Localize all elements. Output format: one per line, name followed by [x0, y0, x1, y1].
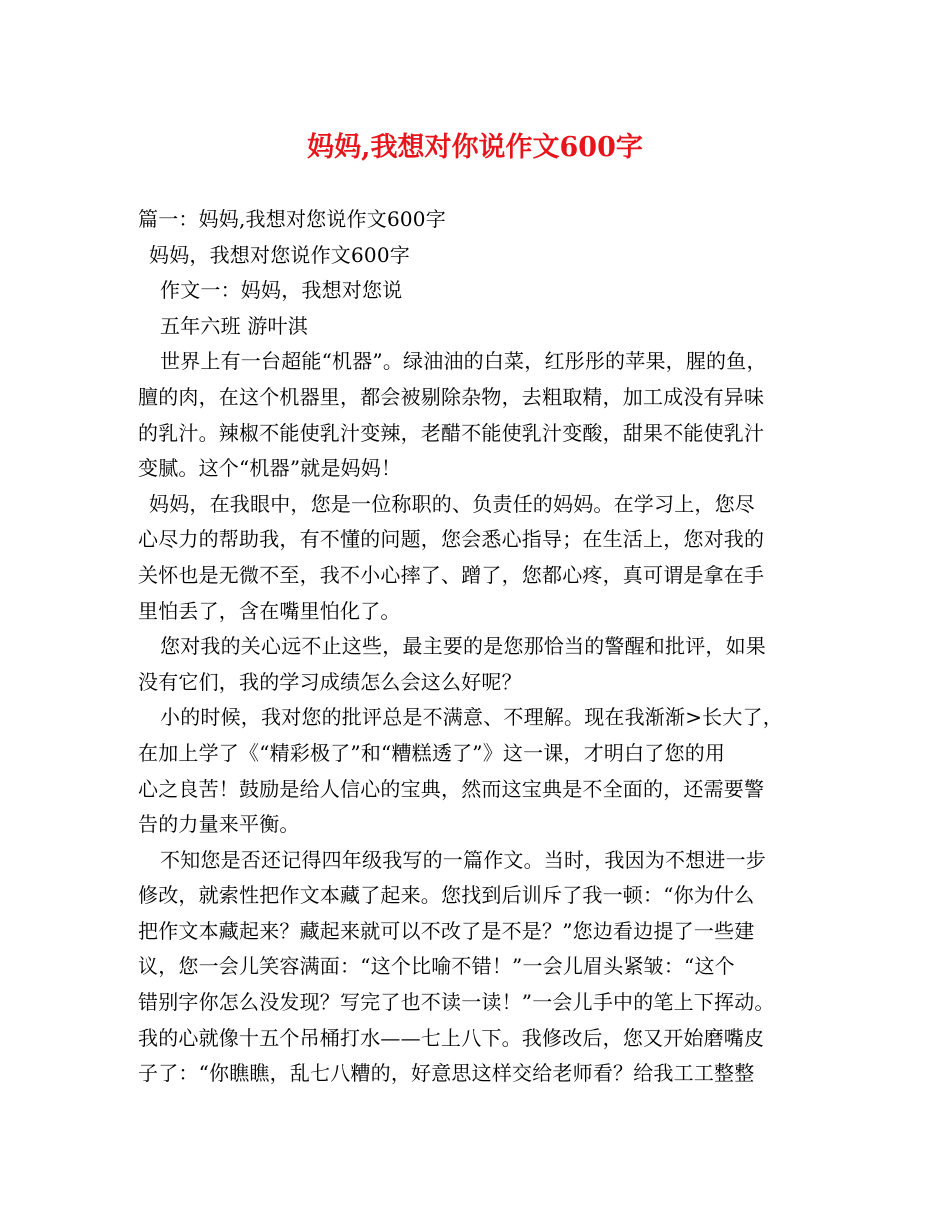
paragraph-line: 妈妈，在我眼中，您是一位称职的、负责任的妈妈。在学习上，您尽 [149, 491, 755, 516]
paragraph-line: 里怕丢了，含在嘴里怕化了。 [138, 598, 401, 623]
paragraph-line: 您对我的关心远不止这些，最主要的是您那恰当的警醒和批评，如果 [160, 634, 766, 659]
paragraph-line: 错别字你怎么没发现？写完了也不读一读！”一会儿手中的笔上下挥动。 [138, 990, 775, 1015]
paragraph-line: 我的心就像十五个吊桶打水——七上八下。我修改后，您又开始磨嘴皮 [138, 1025, 765, 1050]
paragraph-line: 心尽力的帮助我，有不懂的问题，您会悉心指导；在生活上，您对我的 [138, 527, 765, 552]
paragraph-line: 把作文本藏起来？藏起来就可以不改了是不是？”您边看边提了一些建 [138, 918, 755, 943]
paragraph-line: 子了：“你瞧瞧，乱七八糟的，好意思这样交给老师看？给我工工整整 [138, 1061, 755, 1086]
paragraph-line: 世界上有一台超能“机器”。绿油油的白菜，红彤彤的苹果，腥的鱼， [160, 349, 767, 374]
paragraph-line: 关怀也是无微不至，我不小心摔了、蹭了，您都心疼，真可谓是拿在手 [138, 562, 765, 587]
paragraph-line: 的乳汁。辣椒不能使乳汁变辣，老醋不能使乳汁变酸，甜果不能使乳汁 [138, 420, 765, 445]
author-line: 五年六班 游叶淇 [160, 313, 308, 338]
essay-subtitle: 妈妈，我想对您说作文600字 [149, 242, 410, 267]
essay-heading: 作文一：妈妈，我想对您说 [160, 278, 403, 303]
paragraph-line: 不知您是否还记得四年级我写的一篇作文。当时，我因为不想进一步 [160, 847, 766, 872]
paragraph-line: 在加上学了《“精彩极了”和“糟糕透了”》这一课，才明白了您的用 [138, 740, 726, 765]
document-body [138, 202, 818, 1092]
paragraph-line: 膻的肉，在这个机器里，都会被剔除杂物，去粗取精，加工成没有异味 [138, 384, 765, 409]
paragraph-line: 没有它们，我的学习成绩怎么会这么好呢？ [138, 669, 522, 694]
paragraph-line: 变腻。这个“机器”就是妈妈！ [138, 456, 402, 481]
paragraph-line: 告的力量来平衡。 [138, 812, 300, 837]
paragraph-line: 小的时候，我对您的批评总是不满意、不理解。现在我渐渐>长大了， [160, 705, 783, 730]
paragraph-line: 修改，就索性把作文本藏了起来。您找到后训斥了我一顿：“你为什么 [138, 883, 755, 908]
paragraph-line: 议，您一会儿笑容满面：“这个比喻不错！”一会儿眉头紧皱：“这个 [138, 954, 735, 979]
document-title: 妈妈,我想对你说作文600字 [307, 132, 643, 163]
paragraph-line: 心之良苦！鼓励是给人信心的宝典，然而这宝典是不全面的，还需要警 [138, 776, 765, 801]
section-heading: 篇一：妈妈,我想对您说作文600字 [138, 207, 446, 231]
